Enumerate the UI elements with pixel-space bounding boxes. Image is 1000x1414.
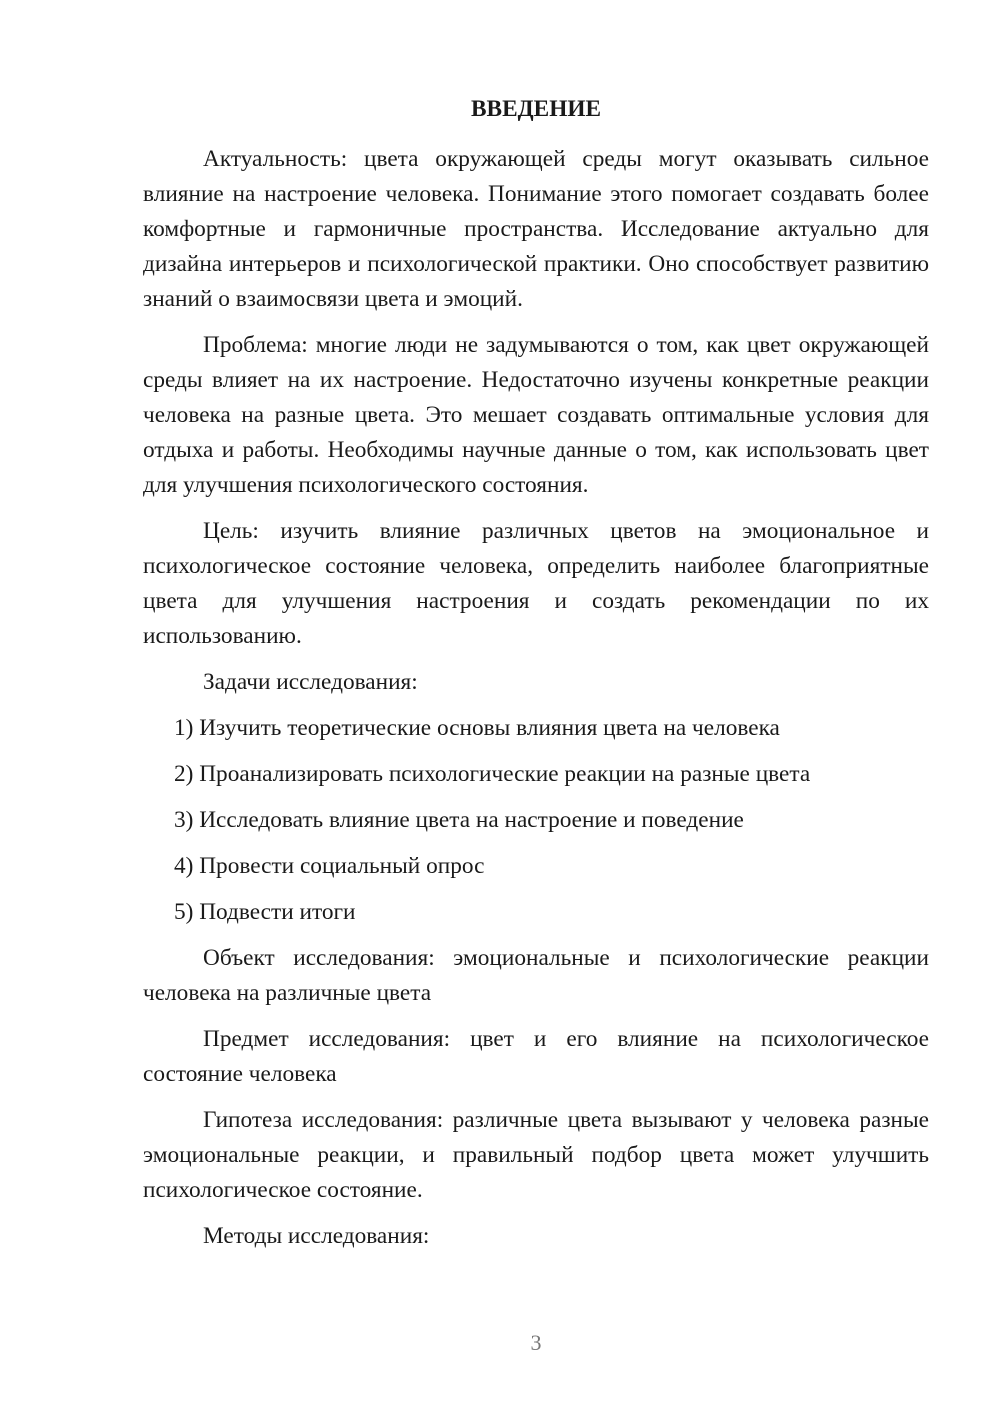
section-title: ВВЕДЕНИЕ <box>471 96 601 122</box>
page-number: 3 <box>530 1330 542 1355</box>
document-page <box>143 92 929 1265</box>
hypothesis-paragraph: Гипотеза исследования: различные цвета вызывают у человека разные эмоциональные реакции, и правильный подбор цвета может улучшить психологическое состояние. <box>143 1107 929 1203</box>
task-item: 4) Провести социальный опрос <box>174 853 485 879</box>
relevance-paragraph: Актуальность: цвета окружающей среды могут оказывать сильное влияние на настроение человека. Понимание этого помогает создавать более комфортные и гармоничные пространства. Исследование актуально для дизайна интерьеров и психологической практики. Оно способствует развитию знаний о взаимосвязи цвета и эмоций. <box>143 146 929 312</box>
task-item: 5) Подвести итоги <box>174 899 356 925</box>
subject-paragraph: Предмет исследования: цвет и его влияние на психологическое состояние человека <box>143 1026 929 1087</box>
task-item: 2) Проанализировать психологические реакции на разные цвета <box>174 761 811 787</box>
methods-heading: Методы исследования: <box>203 1223 430 1249</box>
task-item: 1) Изучить теоретические основы влияния цвета на человека <box>174 715 780 741</box>
object-paragraph: Объект исследования: эмоциональные и психологические реакции человека на различные цвета <box>143 945 929 1006</box>
problem-paragraph: Проблема: многие люди не задумываются о том, как цвет окружающей среды влияет на их настроение. Недостаточно изучены конкретные реакции человека на разные цвета. Это мешает создавать оптимальные условия для отдыха и работы. Необходимы научные данные о том, как использовать цвет для улучшения психологического состояния. <box>143 332 929 498</box>
tasks-heading: Задачи исследования: <box>203 669 418 695</box>
task-item: 3) Исследовать влияние цвета на настроение и поведение <box>174 807 744 833</box>
goal-paragraph: Цель: изучить влияние различных цветов на эмоциональное и психологическое состояние человека, определить наиболее благоприятные цвета для улучшения настроения и создать рекомендации по их использованию. <box>143 518 929 649</box>
